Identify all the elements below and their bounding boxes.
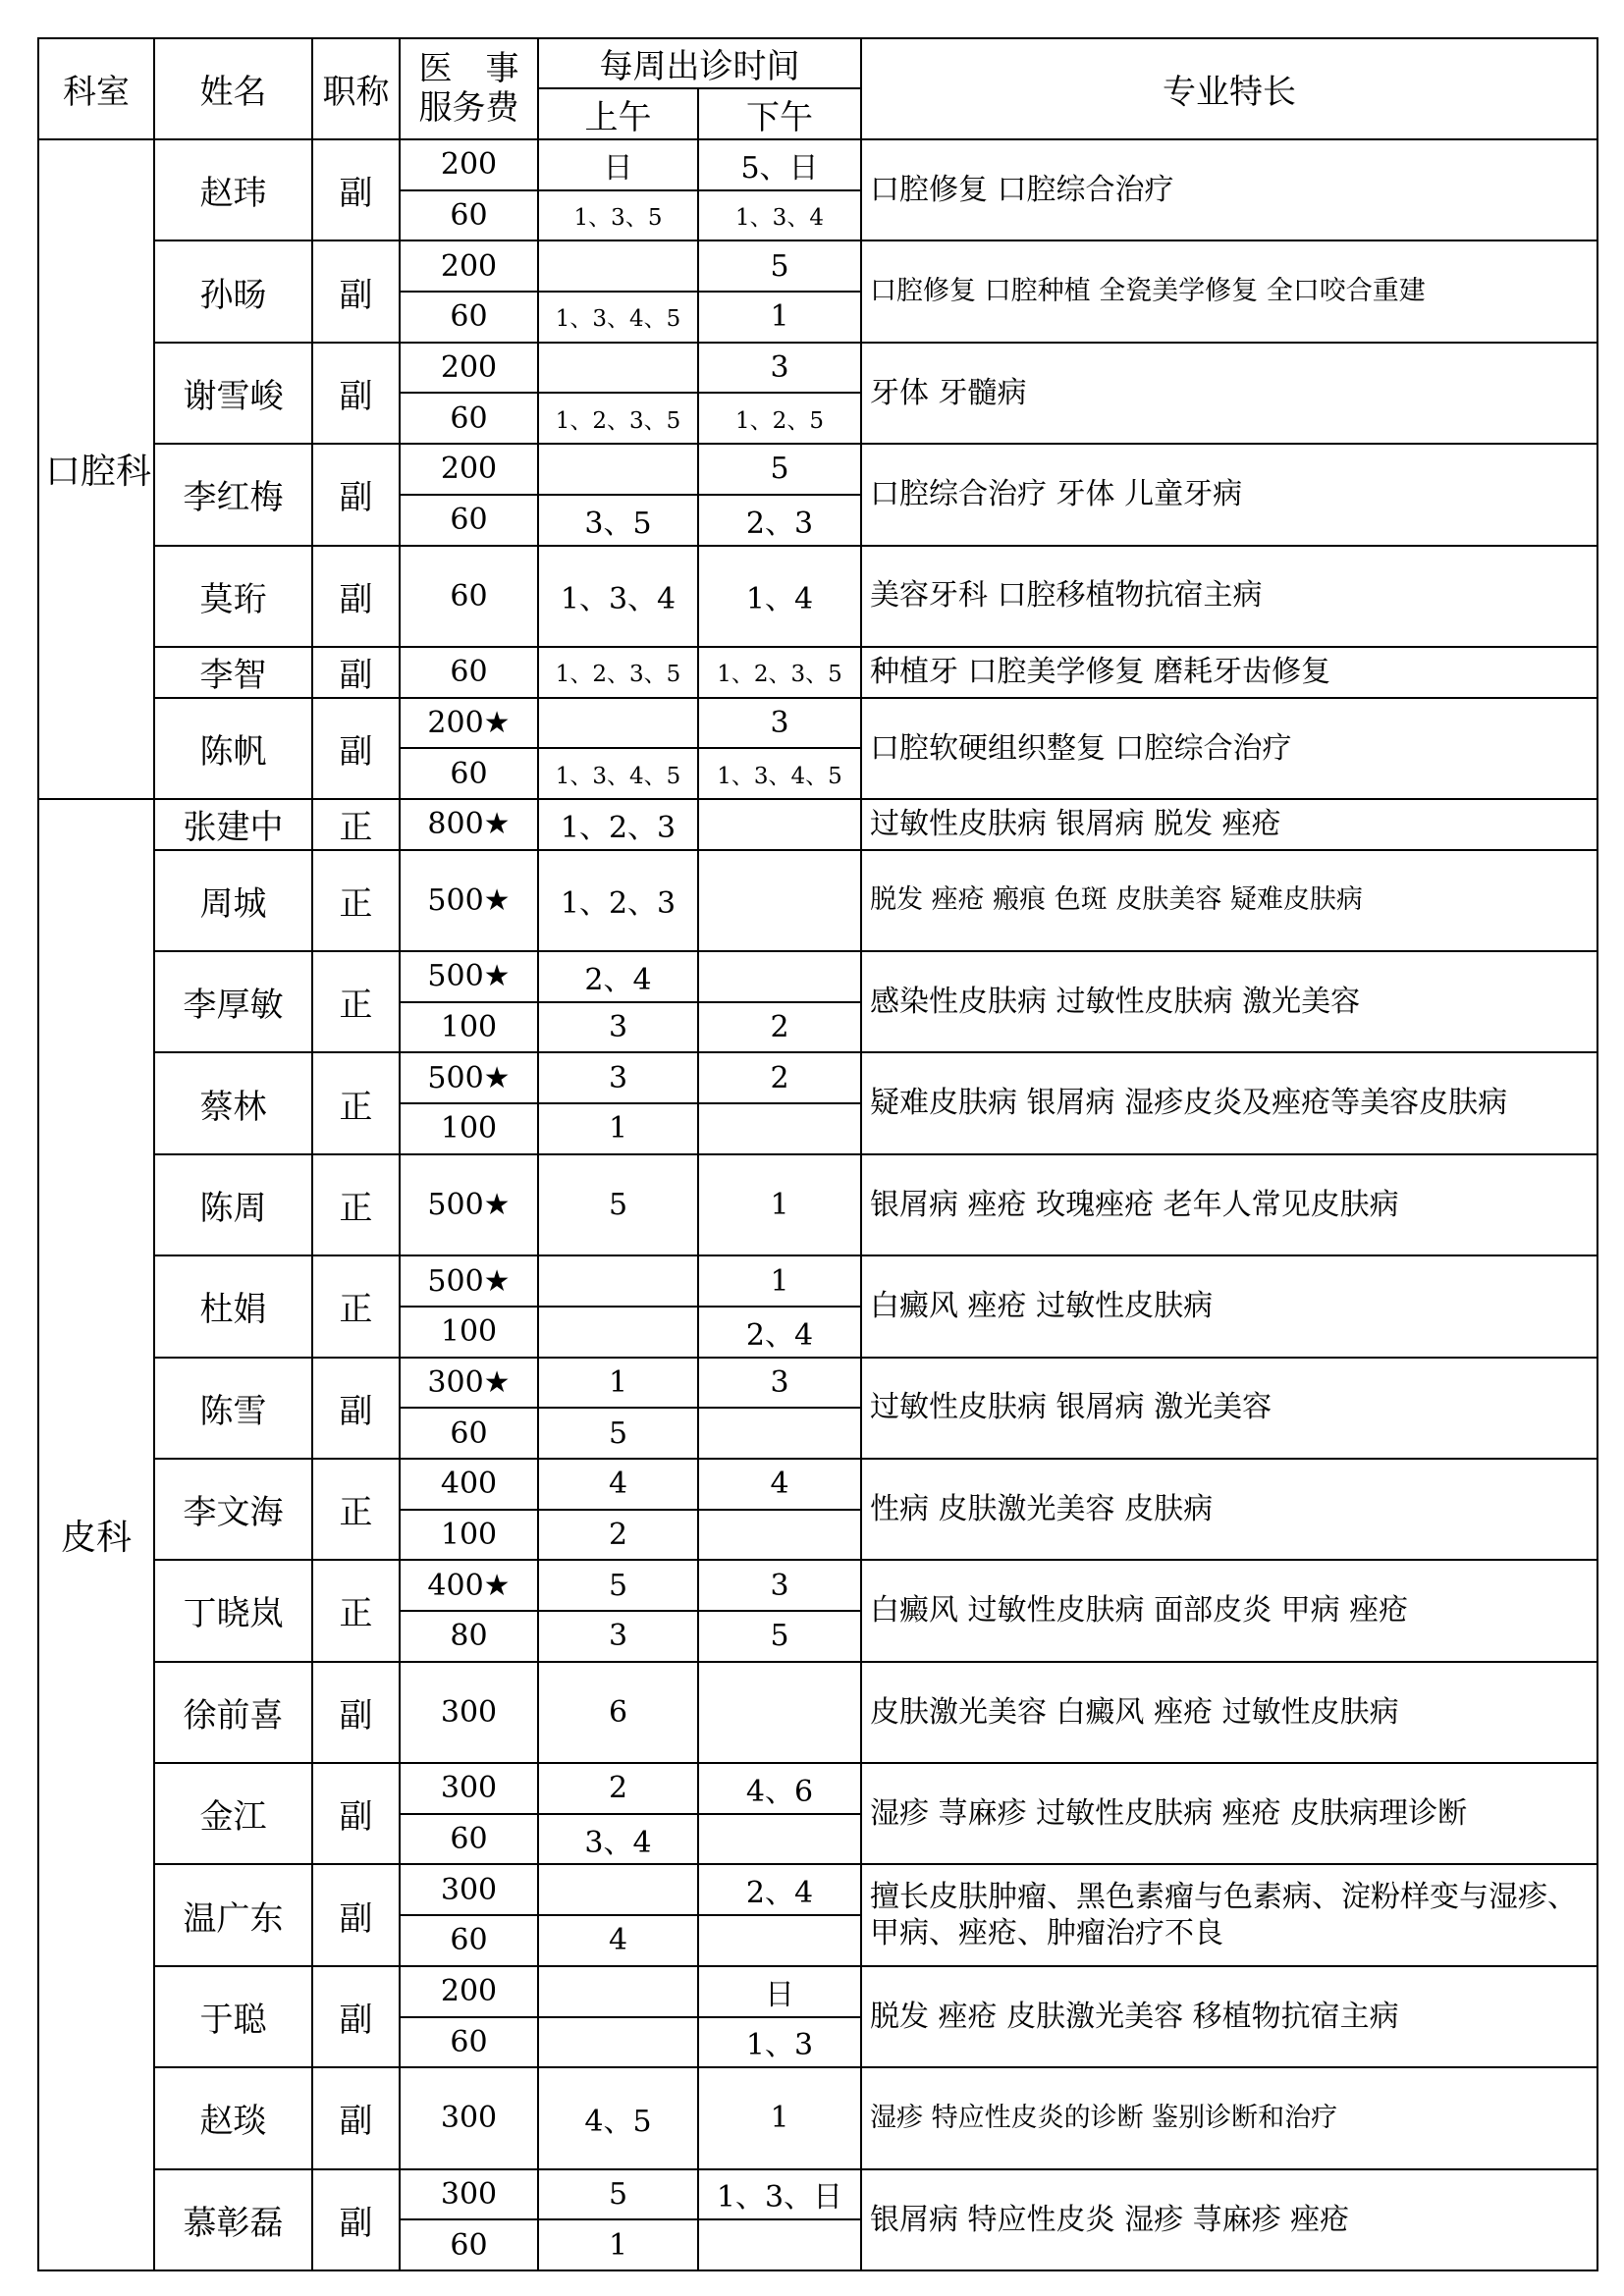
doctor-name: 温广东: [154, 1864, 312, 1965]
am-schedule: 4: [538, 1915, 698, 1966]
fee-cell: 200: [400, 343, 538, 394]
doctor-title: 正: [312, 1154, 400, 1255]
doctor-title: 副: [312, 1662, 400, 1763]
fee-cell: 60: [400, 190, 538, 241]
pm-schedule: 1: [698, 1255, 861, 1307]
fee-cell: 500★: [400, 850, 538, 951]
am-schedule: 5: [538, 2169, 698, 2220]
doctor-row: [38, 799, 1597, 850]
doctor-row: [38, 647, 1597, 698]
fee-cell: 400★: [400, 1560, 538, 1611]
schedule-table: [37, 37, 1598, 2271]
fee-cell: 60: [400, 2219, 538, 2270]
pm-schedule: 1、3、4、5: [698, 748, 861, 799]
fee-cell: 60: [400, 393, 538, 444]
header-title: 职称: [312, 38, 400, 139]
specialty-cell: 过敏性皮肤病 银屑病 脱发 痤疮: [861, 799, 1597, 850]
am-schedule: 3: [538, 1002, 698, 1053]
specialty-cell: 过敏性皮肤病 银屑病 激光美容: [861, 1358, 1597, 1459]
fee-cell: 100: [400, 1510, 538, 1561]
pm-schedule: 5: [698, 1611, 861, 1662]
doctor-name: 陈周: [154, 1154, 312, 1255]
fee-cell: 300: [400, 1662, 538, 1763]
pm-schedule: 1、2、3、5: [698, 647, 861, 698]
pm-schedule: 1: [698, 292, 861, 343]
pm-schedule: 4、6: [698, 1763, 861, 1814]
am-schedule: 3: [538, 1611, 698, 1662]
fee-cell: 60: [400, 292, 538, 343]
pm-schedule: 3: [698, 1358, 861, 1409]
pm-schedule: [698, 850, 861, 951]
doctor-row: [38, 850, 1597, 951]
fee-cell: 300: [400, 2067, 538, 2168]
fee-cell: 400: [400, 1459, 538, 1510]
pm-schedule: [698, 1103, 861, 1154]
specialty-cell: 白癜风 过敏性皮肤病 面部皮炎 甲病 痤疮: [861, 1560, 1597, 1661]
am-schedule: [538, 1966, 698, 2017]
doctor-row: [38, 1763, 1597, 1814]
doctor-row: [38, 1358, 1597, 1409]
fee-cell: 80: [400, 1611, 538, 1662]
doctor-name: 丁晓岚: [154, 1560, 312, 1661]
doctor-title: 正: [312, 1459, 400, 1560]
specialty-cell: 脱发 痤疮 瘢痕 色斑 皮肤美容 疑难皮肤病: [861, 850, 1597, 951]
am-schedule: 4、5: [538, 2067, 698, 2168]
am-schedule: 1、2、3: [538, 799, 698, 850]
pm-schedule: 2、4: [698, 1864, 861, 1915]
am-schedule: 5: [538, 1154, 698, 1255]
doctor-name: 李红梅: [154, 444, 312, 545]
pm-schedule: 1、3、日: [698, 2169, 861, 2220]
specialty-cell: 银屑病 痤疮 玫瑰痤疮 老年人常见皮肤病: [861, 1154, 1597, 1255]
pm-schedule: 5: [698, 240, 861, 292]
specialty-cell: 银屑病 特应性皮炎 湿疹 荨麻疹 痤疮: [861, 2169, 1597, 2270]
doctor-name: 赵玮: [154, 139, 312, 240]
am-schedule: 2: [538, 1510, 698, 1561]
doctor-name: 杜娟: [154, 1255, 312, 1357]
fee-cell: 60: [400, 647, 538, 698]
pm-schedule: 1: [698, 1154, 861, 1255]
am-schedule: 4: [538, 1459, 698, 1510]
pm-schedule: [698, 1662, 861, 1763]
doctor-row: [38, 546, 1597, 647]
specialty-cell: 口腔综合治疗 牙体 儿童牙病: [861, 444, 1597, 545]
pm-schedule: [698, 2219, 861, 2270]
doctor-title: 副: [312, 343, 400, 444]
department-cell: 皮科: [38, 799, 154, 2270]
doctor-name: 张建中: [154, 799, 312, 850]
specialty-cell: 口腔修复 口腔综合治疗: [861, 139, 1597, 240]
fee-cell: 200: [400, 139, 538, 190]
specialty-cell: 湿疹 荨麻疹 过敏性皮肤病 痤疮 皮肤病理诊断: [861, 1763, 1597, 1864]
doctor-title: 正: [312, 1560, 400, 1661]
fee-cell: 60: [400, 2017, 538, 2068]
doctor-name: 赵琰: [154, 2067, 312, 2168]
doctor-row: [38, 1864, 1597, 1915]
pm-schedule: 2、3: [698, 495, 861, 546]
doctor-title: 正: [312, 951, 400, 1052]
doctor-row: [38, 698, 1597, 749]
pm-schedule: 1、2、5: [698, 393, 861, 444]
pm-schedule: 3: [698, 698, 861, 749]
am-schedule: [538, 1255, 698, 1307]
doctor-title: 副: [312, 1864, 400, 1965]
doctor-title: 副: [312, 139, 400, 240]
specialty-cell: 口腔软硬组织整复 口腔综合治疗: [861, 698, 1597, 799]
doctor-row: [38, 1255, 1597, 1307]
specialty-cell: 皮肤激光美容 白癜风 痤疮 过敏性皮肤病: [861, 1662, 1597, 1763]
doctor-title: 正: [312, 850, 400, 951]
am-schedule: 5: [538, 1408, 698, 1459]
specialty-cell: 美容牙科 口腔移植物抗宿主病: [861, 546, 1597, 647]
pm-schedule: 1、3: [698, 2017, 861, 2068]
fee-cell: 60: [400, 546, 538, 647]
pm-schedule: 2: [698, 1002, 861, 1053]
am-schedule: [538, 1864, 698, 1915]
doctor-title: 副: [312, 698, 400, 799]
specialty-cell: 擅长皮肤肿瘤、黑色素瘤与色素病、淀粉样变与湿疹、甲病、痤疮、肿瘤治疗不良: [861, 1864, 1597, 1965]
fee-cell: 60: [400, 1814, 538, 1865]
fee-cell: 300: [400, 1864, 538, 1915]
am-schedule: [538, 343, 698, 394]
header-name: 姓名: [154, 38, 312, 139]
pm-schedule: [698, 951, 861, 1002]
am-schedule: 1: [538, 1358, 698, 1409]
fee-cell: 500★: [400, 951, 538, 1002]
pm-schedule: 1: [698, 2067, 861, 2168]
pm-schedule: [698, 1814, 861, 1865]
pm-schedule: 3: [698, 343, 861, 394]
am-schedule: 5: [538, 1560, 698, 1611]
header-schedule: 每周出诊时间: [538, 38, 861, 88]
doctor-name: 周城: [154, 850, 312, 951]
doctor-title: 副: [312, 2067, 400, 2168]
doctor-name: 陈雪: [154, 1358, 312, 1459]
pm-schedule: 1、3、4: [698, 190, 861, 241]
pm-schedule: 1、4: [698, 546, 861, 647]
fee-cell: 300★: [400, 1358, 538, 1409]
table-header: [38, 38, 1597, 139]
doctor-name: 孙旸: [154, 240, 312, 342]
fee-cell: 100: [400, 1002, 538, 1053]
header-fee-line2: 服务费: [418, 87, 519, 128]
am-schedule: 6: [538, 1662, 698, 1763]
header-specialty: 专业特长: [861, 38, 1597, 139]
header-dept: 科室: [38, 38, 154, 139]
am-schedule: 3、4: [538, 1814, 698, 1865]
department-cell: 口腔科: [38, 139, 154, 799]
pm-schedule: 2、4: [698, 1307, 861, 1358]
doctor-name: 金江: [154, 1763, 312, 1864]
am-schedule: 3、5: [538, 495, 698, 546]
doctor-title: 副: [312, 1763, 400, 1864]
table-body: [38, 139, 1597, 2270]
doctor-row: [38, 343, 1597, 394]
fee-cell: 200: [400, 444, 538, 495]
am-schedule: [538, 444, 698, 495]
fee-cell: 300: [400, 1763, 538, 1814]
doctor-title: 副: [312, 2169, 400, 2270]
specialty-cell: 疑难皮肤病 银屑病 湿疹皮炎及痤疮等美容皮肤病: [861, 1052, 1597, 1153]
doctor-row: [38, 240, 1597, 292]
specialty-cell: 口腔修复 口腔种植 全瓷美学修复 全口咬合重建: [861, 240, 1597, 342]
doctor-row: [38, 1052, 1597, 1103]
am-schedule: 日: [538, 139, 698, 190]
specialty-cell: 感染性皮肤病 过敏性皮肤病 激光美容: [861, 951, 1597, 1052]
header-fee: [400, 38, 538, 139]
am-schedule: 1、3、4、5: [538, 748, 698, 799]
doctor-row: [38, 1966, 1597, 2017]
doctor-name: 李智: [154, 647, 312, 698]
doctor-name: 陈帆: [154, 698, 312, 799]
specialty-cell: 白癜风 痤疮 过敏性皮肤病: [861, 1255, 1597, 1357]
fee-cell: 100: [400, 1307, 538, 1358]
fee-cell: 60: [400, 1408, 538, 1459]
doctor-title: 正: [312, 799, 400, 850]
doctor-row: [38, 1662, 1597, 1763]
fee-cell: 60: [400, 1915, 538, 1966]
am-schedule: [538, 2017, 698, 2068]
doctor-name: 莫珩: [154, 546, 312, 647]
doctor-row: [38, 951, 1597, 1002]
header-am: 上午: [538, 88, 698, 139]
am-schedule: 1、2、3、5: [538, 647, 698, 698]
doctor-name: 慕彰磊: [154, 2169, 312, 2270]
pm-schedule: 4: [698, 1459, 861, 1510]
header-fee-line1: 医 事: [418, 49, 519, 89]
am-schedule: 1、3、4: [538, 546, 698, 647]
pm-schedule: 3: [698, 1560, 861, 1611]
fee-cell: 500★: [400, 1154, 538, 1255]
pm-schedule: 5、日: [698, 139, 861, 190]
doctor-title: 副: [312, 647, 400, 698]
specialty-cell: 性病 皮肤激光美容 皮肤病: [861, 1459, 1597, 1560]
fee-cell: 200: [400, 1966, 538, 2017]
pm-schedule: 日: [698, 1966, 861, 2017]
fee-cell: 100: [400, 1103, 538, 1154]
am-schedule: 2、4: [538, 951, 698, 1002]
pm-schedule: 5: [698, 444, 861, 495]
pm-schedule: 2: [698, 1052, 861, 1103]
am-schedule: 1、3、4、5: [538, 292, 698, 343]
doctor-row: [38, 1560, 1597, 1611]
doctor-name: 李文海: [154, 1459, 312, 1560]
doctor-title: 副: [312, 1966, 400, 2067]
doctor-name: 李厚敏: [154, 951, 312, 1052]
am-schedule: [538, 1307, 698, 1358]
am-schedule: 3: [538, 1052, 698, 1103]
am-schedule: 1、2、3: [538, 850, 698, 951]
fee-cell: 300: [400, 2169, 538, 2220]
fee-cell: 60: [400, 748, 538, 799]
am-schedule: 2: [538, 1763, 698, 1814]
doctor-row: [38, 2169, 1597, 2220]
doctor-row: [38, 444, 1597, 495]
pm-schedule: [698, 1510, 861, 1561]
doctor-title: 正: [312, 1255, 400, 1357]
pm-schedule: [698, 1408, 861, 1459]
doctor-title: 副: [312, 444, 400, 545]
am-schedule: 1、3、5: [538, 190, 698, 241]
am-schedule: [538, 698, 698, 749]
fee-cell: 60: [400, 495, 538, 546]
am-schedule: 1、2、3、5: [538, 393, 698, 444]
fee-cell: 500★: [400, 1052, 538, 1103]
header-pm: 下午: [698, 88, 861, 139]
pm-schedule: [698, 1915, 861, 1966]
doctor-row: [38, 1154, 1597, 1255]
doctor-name: 谢雪峻: [154, 343, 312, 444]
fee-cell: 200★: [400, 698, 538, 749]
pm-schedule: [698, 799, 861, 850]
doctor-title: 副: [312, 240, 400, 342]
fee-cell: 200: [400, 240, 538, 292]
doctor-name: 徐前喜: [154, 1662, 312, 1763]
am-schedule: [538, 240, 698, 292]
doctor-title: 副: [312, 546, 400, 647]
fee-cell: 500★: [400, 1255, 538, 1307]
doctor-title: 正: [312, 1052, 400, 1153]
am-schedule: 1: [538, 2219, 698, 2270]
doctor-name: 蔡林: [154, 1052, 312, 1153]
doctor-title: 副: [312, 1358, 400, 1459]
doctor-row: [38, 139, 1597, 190]
fee-cell: 800★: [400, 799, 538, 850]
specialty-cell: 湿疹 特应性皮炎的诊断 鉴别诊断和治疗: [861, 2067, 1597, 2168]
doctor-row: [38, 1459, 1597, 1510]
doctor-row: [38, 2067, 1597, 2168]
specialty-cell: 种植牙 口腔美学修复 磨耗牙齿修复: [861, 647, 1597, 698]
specialty-cell: 脱发 痤疮 皮肤激光美容 移植物抗宿主病: [861, 1966, 1597, 2067]
specialty-cell: 牙体 牙髓病: [861, 343, 1597, 444]
doctor-name: 于聪: [154, 1966, 312, 2067]
am-schedule: 1: [538, 1103, 698, 1154]
